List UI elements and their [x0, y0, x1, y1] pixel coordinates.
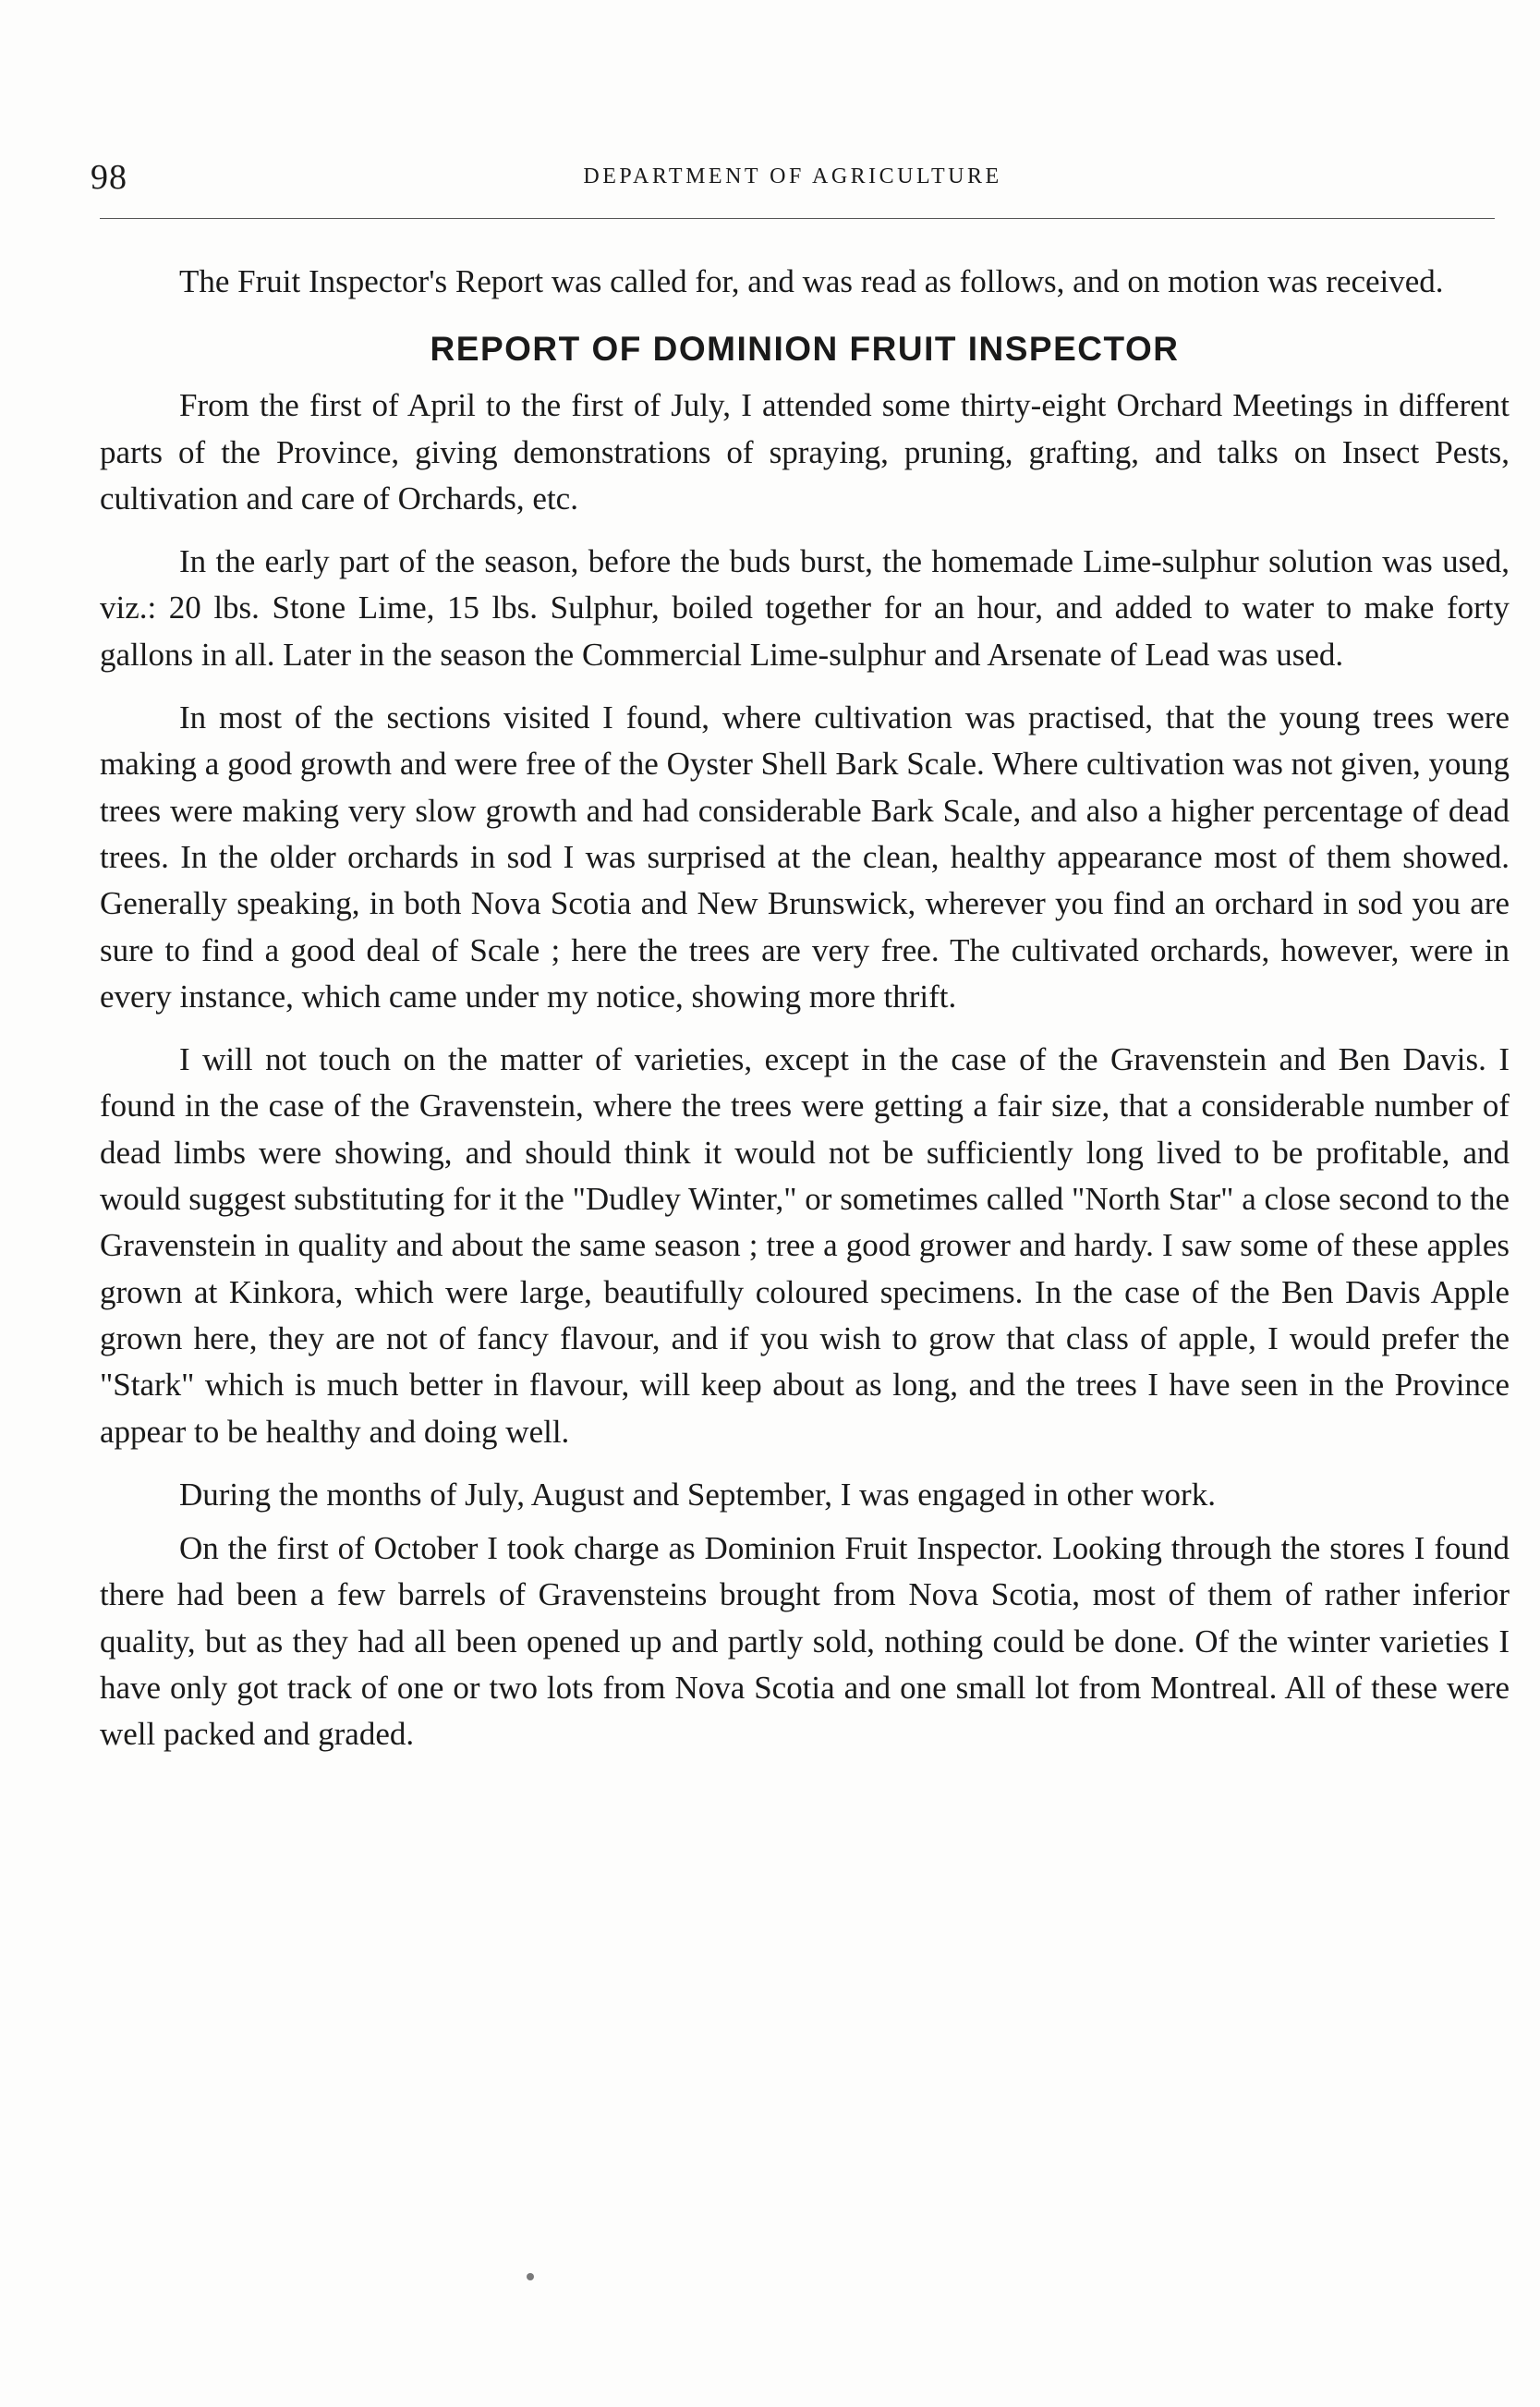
scan-speck	[527, 2273, 534, 2280]
running-header	[91, 148, 1495, 203]
page-number: 98	[91, 158, 127, 197]
report-paragraph-5: During the months of July, August and September, I was engaged in other work.	[179, 1476, 1216, 1513]
report-paragraph-1: From the first of April to the first of July, I attended some thirty-eight Orchard Meetings in different parts of the Province, giving demonstrations of spraying, pruning, grafting, and talks on Insect Pests, cultivation and care of Orchards, etc.	[100, 387, 1510, 517]
report-paragraph-2: In the early part of the season, before the buds burst, the homemade Lime-sulphur solution was used, viz.: 20 lbs. Stone Lime, 15 lbs. Sulphur, boiled together for an hour, and added to water to make forty gallons in all. Later in the season the Commercial Lime-sulphur and Arsenate of Lead was used.	[100, 543, 1510, 673]
report-paragraph-3: In most of the sections visited I found, where cultivation was practised, that the young trees were making a good growth and were free of the Oyster Shell Bark Scale. Where cultivation was not given, young trees were making very slow growth and had considerable Bark Scale, and also a higher percentage of dead trees. In the older orchards in sod I was surprised at the clean, healthy appearance most of them showed. Generally speaking, in both Nova Scotia and New Brunswick, wherever you find an orchard in sod you are sure to find a good deal of Scale ; here the trees are very free. The cultivated orchards, however, were in every instance, which came under my notice, showing more thrift.	[100, 699, 1510, 1015]
document-body	[100, 259, 1510, 1775]
running-header-title: DEPARTMENT OF AGRICULTURE	[583, 164, 1002, 188]
section-heading: REPORT OF DOMINION FRUIT INSPECTOR	[430, 330, 1180, 369]
report-paragraph-6: On the first of October I took charge as Dominion Fruit Inspector. Looking through the stores I found there had been a few barrels of Gravensteins brought from Nova Scotia, most of them of rather inferior quality, but as they had all been opened up and partly sold, nothing could be done. Of the winter varieties I have only got track of one or two lots from Nova Scotia and one small lot from Montreal. All of these were well packed and graded.	[100, 1530, 1510, 1753]
report-paragraph-4: I will not touch on the matter of varieties, except in the case of the Gravenstein and Ben Davis. I found in the case of the Gravenstein, where the trees were getting a fair size, that a considerable number of dead limbs were showing, and should think it would not be sufficiently long lived to be profitable, and would suggest substituting for it the "Dudley Winter," or sometimes called "North Star" a close second to the Gravenstein in quality and about the same season ; tree a good grower and hardy. I saw some of these apples grown at Kinkora, which were large, beautifully coloured specimens. In the case of the Ben Davis Apple grown here, they are not of fancy flavour, and if you wish to grow that class of apple, I would prefer the "Stark" which is much better in flavour, will keep about as long, and the trees I have seen in the Province appear to be healthy and doing well.	[100, 1041, 1510, 1450]
header-rule	[100, 218, 1495, 219]
intro-paragraph: The Fruit Inspector's Report was called for, and was read as follows, and on motion was received.	[179, 263, 1444, 299]
